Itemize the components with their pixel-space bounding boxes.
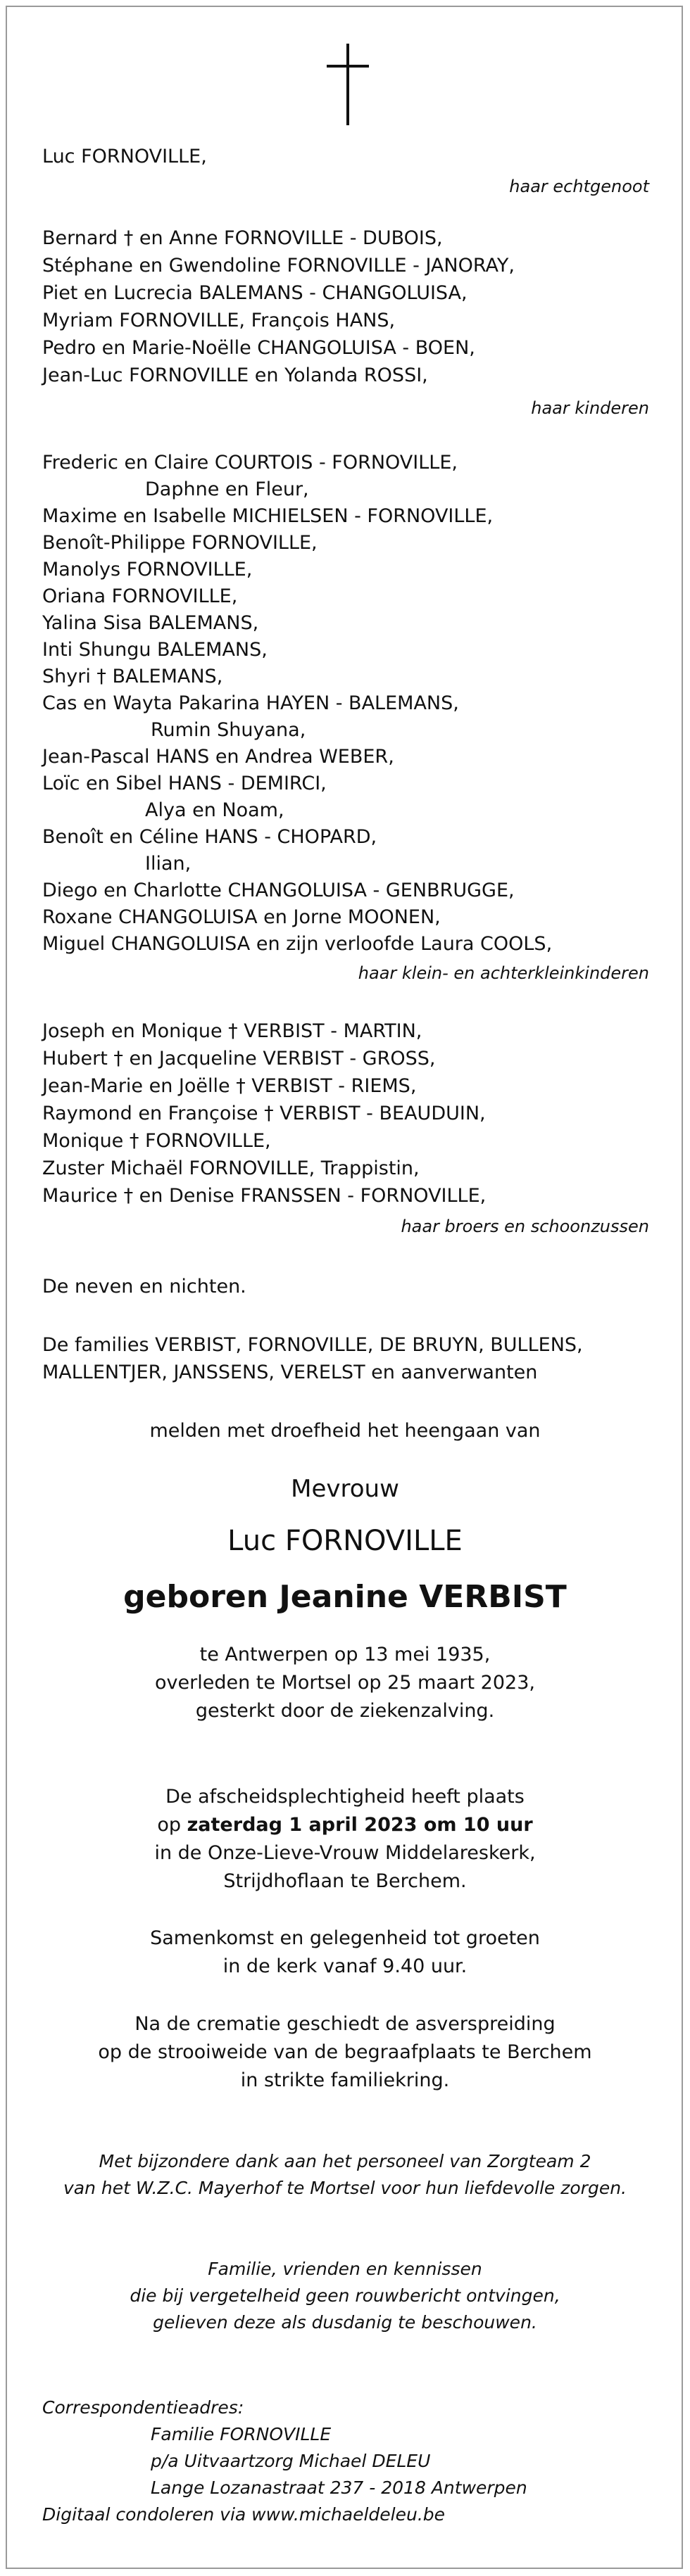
grandchild-line: Inti Shungu BALEMANS, xyxy=(42,639,268,661)
thanks-line: van het W.Z.C. Mayerhof te Mortsel voor hun liefdevolle zorgen. xyxy=(63,2178,627,2198)
ceremony-line: in de Onze-Lieve-Vrouw Middelareskerk, xyxy=(154,1842,536,1864)
life-line: overleden te Mortsel op 25 maart 2023, xyxy=(155,1672,535,1694)
grandchild-line: Roxane CHANGOLUISA en Jorne MOONEN, xyxy=(42,906,441,928)
deceased-born-name: geboren Jeanine VERBIST xyxy=(123,1579,567,1615)
grandchild-line: Cas en Wayta Pakarina HAYEN - BALEMANS, xyxy=(42,692,459,714)
correspondence-line: p/a Uitvaartzorg Michael DELEU xyxy=(151,2451,431,2471)
cremation-line: op de strooiweide van de begraafplaats te Berchem xyxy=(98,2041,592,2063)
grandchild-line: Shyri † BALEMANS, xyxy=(42,666,223,687)
spouse-name: Luc FORNOVILLE, xyxy=(42,146,207,167)
grandchild-line: Frederic en Claire COURTOIS - FORNOVILLE, xyxy=(42,452,458,474)
child-line: Myriam FORNOVILLE, François HANS, xyxy=(42,310,396,331)
spouse-role: haar echtgenoot xyxy=(509,177,649,196)
children-role: haar kinderen xyxy=(531,398,649,418)
correspondence-label: Correspondentieadres: xyxy=(42,2397,244,2418)
notice-line: gelieven deze als dusdanig te beschouwen. xyxy=(153,2312,537,2333)
cross-icon xyxy=(327,44,369,125)
announce-line: melden met droefheid het heengaan van xyxy=(149,1420,541,1442)
grandchild-line: Manolys FORNOVILLE, xyxy=(42,559,253,580)
grandchild-line: Loïc en Sibel HANS - DEMIRCI, xyxy=(42,773,327,794)
sibling-line: Monique † FORNOVILLE, xyxy=(42,1130,271,1152)
gathering-line: in de kerk vanaf 9.40 uur. xyxy=(222,1955,468,1977)
notice-line: die bij vergetelheid geen rouwbericht ontvingen, xyxy=(130,2285,560,2306)
cousins-line: De neven en nichten. xyxy=(42,1276,246,1297)
families-line: MALLENTJER, JANSSENS, VERELST en aanverwanten xyxy=(42,1362,538,1383)
grandchild-line: Benoît en Céline HANS - CHOPARD, xyxy=(42,826,377,848)
sibling-line: Jean-Marie en Joëlle † VERBIST - RIEMS, xyxy=(42,1075,417,1097)
ceremony-line: De afscheidsplechtigheid heeft plaats xyxy=(165,1786,525,1808)
child-line: Jean-Luc FORNOVILLE en Yolanda ROSSI, xyxy=(42,364,428,386)
grandchild-line: Ilian, xyxy=(145,853,192,875)
thanks-line: Met bijzondere dank aan het personeel van Zorgteam 2 xyxy=(99,2151,591,2171)
grandchild-line: Diego en Charlotte CHANGOLUISA - GENBRUGGE, xyxy=(42,880,515,901)
families-line: De families VERBIST, FORNOVILLE, DE BRUYN, BULLENS, xyxy=(42,1334,583,1356)
sibling-line: Maurice † en Denise FRANSSEN - FORNOVILLE, xyxy=(42,1185,487,1207)
child-line: Piet en Lucrecia BALEMANS - CHANGOLUISA, xyxy=(42,282,468,304)
gathering-line: Samenkomst en gelegenheid tot groeten xyxy=(150,1927,540,1949)
ceremony-date: zaterdag 1 april 2023 om 10 uur xyxy=(187,1814,533,1836)
grandchild-line: Miguel CHANGOLUISA en zijn verloofde Laura COOLS, xyxy=(42,933,553,955)
sibling-line: Hubert † en Jacqueline VERBIST - GROSS, xyxy=(42,1048,436,1070)
notice-line: Familie, vrienden en kennissen xyxy=(208,2259,482,2279)
deceased-name: Luc FORNOVILLE xyxy=(227,1525,463,1557)
grandchildren-role: haar klein- en achterkleinkinderen xyxy=(358,963,649,983)
grandchild-line: Maxime en Isabelle MICHIELSEN - FORNOVILLE, xyxy=(42,505,494,527)
child-line: Stéphane en Gwendoline FORNOVILLE - JANORAY, xyxy=(42,255,515,277)
sibling-line: Joseph en Monique † VERBIST - MARTIN, xyxy=(42,1020,422,1042)
correspondence-line: Familie FORNOVILLE xyxy=(151,2424,332,2444)
life-line: te Antwerpen op 13 mei 1935, xyxy=(199,1644,491,1665)
siblings-role: haar broers en schoonzussen xyxy=(401,1217,649,1236)
sibling-line: Zuster Michaël FORNOVILLE, Trappistin, xyxy=(42,1157,420,1179)
grandchild-line: Alya en Noam, xyxy=(145,799,284,821)
grandchild-line: Daphne en Fleur, xyxy=(145,478,309,500)
child-line: Pedro en Marie-Noëlle CHANGOLUISA - BOEN, xyxy=(42,337,475,359)
deceased-title: Mevrouw xyxy=(291,1475,399,1503)
online-condolence-link[interactable]: Digitaal condoleren via www.michaeldeleu.be xyxy=(42,2504,446,2525)
grandchild-line: Jean-Pascal HANS en Andrea WEBER, xyxy=(42,746,394,768)
sibling-line: Raymond en Françoise † VERBIST - BEAUDUIN, xyxy=(42,1103,486,1124)
cremation-line: Na de crematie geschiedt de asverspreiding xyxy=(134,2013,556,2035)
grandchild-line: Yalina Sisa BALEMANS, xyxy=(42,612,259,634)
ceremony-line: Strijdhoflaan te Berchem. xyxy=(223,1870,467,1892)
grandchild-line: Oriana FORNOVILLE, xyxy=(42,585,238,607)
child-line: Bernard † en Anne FORNOVILLE - DUBOIS, xyxy=(42,227,443,249)
grandchild-line: Benoît-Philippe FORNOVILLE, xyxy=(42,532,318,554)
correspondence-line: Lange Lozanastraat 237 - 2018 Antwerpen xyxy=(151,2477,527,2498)
grandchild-line: Rumin Shuyana, xyxy=(151,719,306,741)
life-line: gesterkt door de ziekenzalving. xyxy=(195,1700,495,1722)
ceremony-date-line: op zaterdag 1 april 2023 om 10 uur xyxy=(157,1814,533,1836)
cremation-line: in strikte familiekring. xyxy=(240,2069,450,2091)
